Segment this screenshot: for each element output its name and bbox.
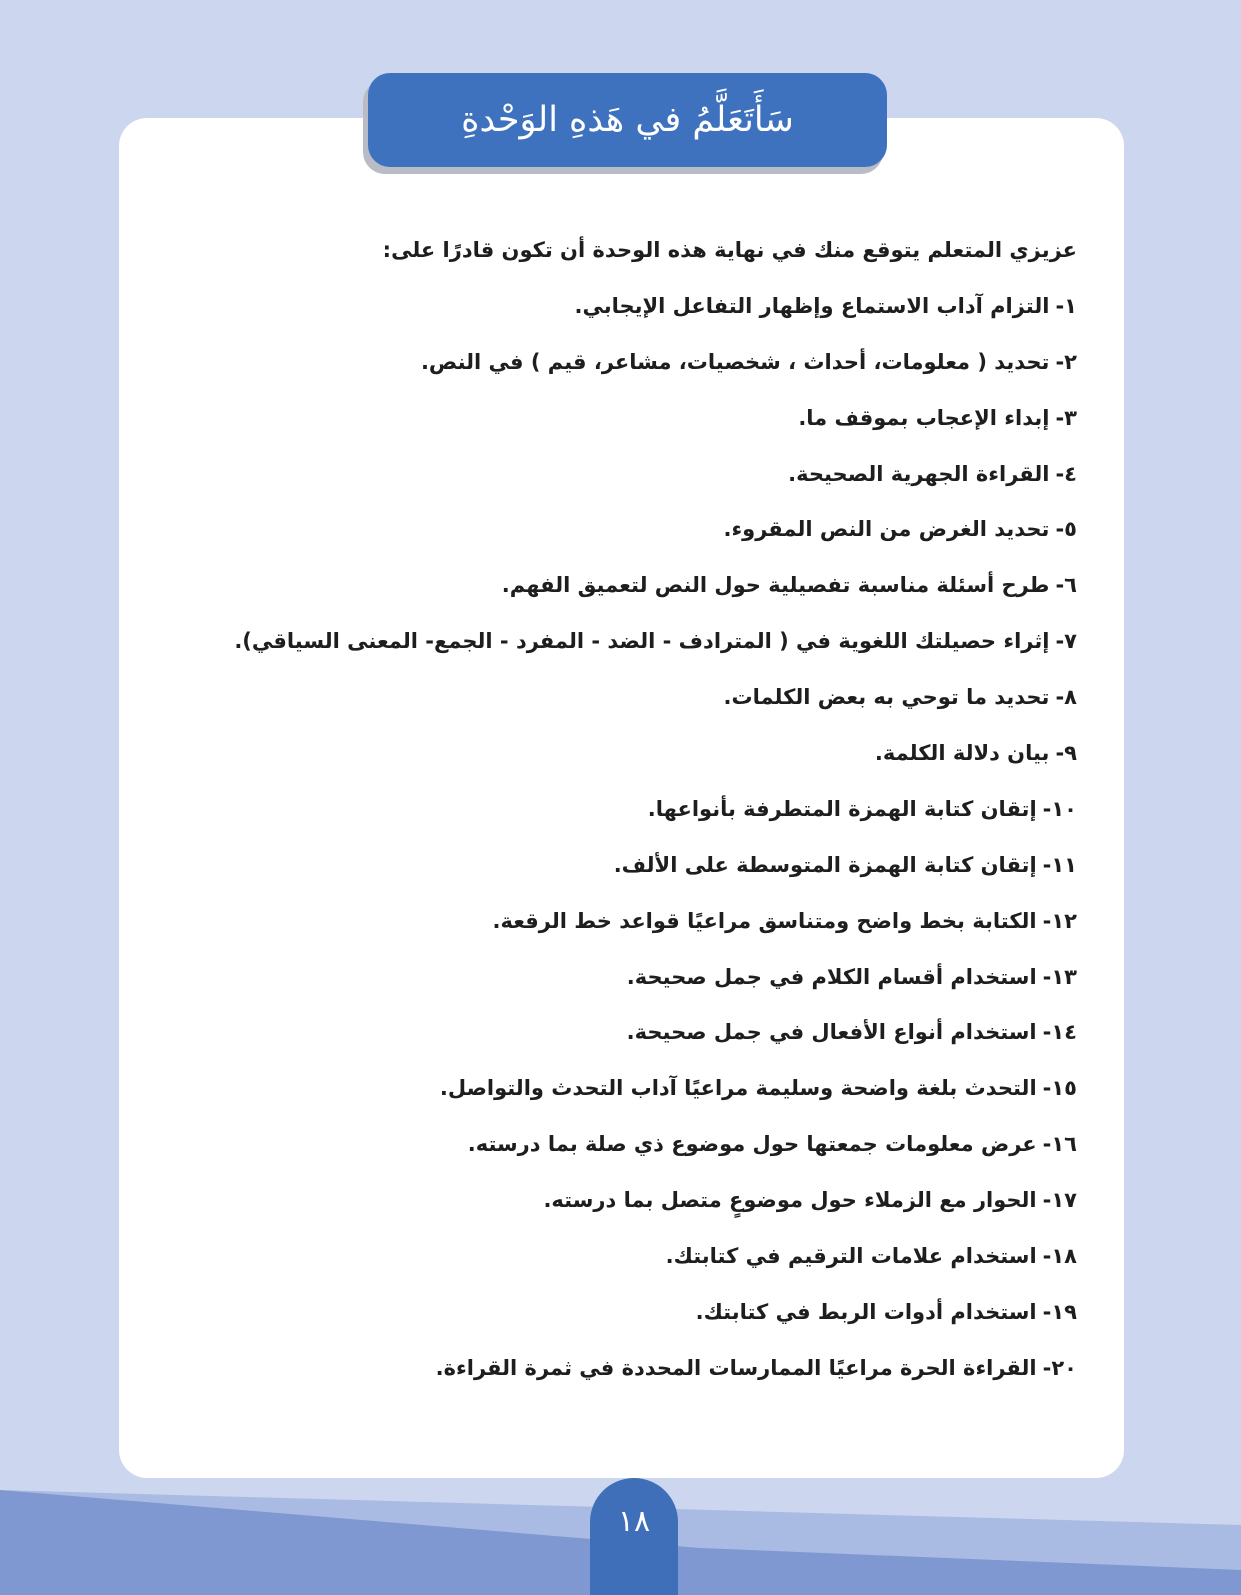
objective-item xyxy=(200,837,1077,893)
objective-item xyxy=(200,557,1077,613)
title-banner xyxy=(368,73,887,167)
objective-item xyxy=(200,669,1077,725)
objective-item xyxy=(200,501,1077,557)
objective-text: الكتابة بخط واضح ومتناسق مراعيًا قواعد خط الرقعة. xyxy=(492,908,1037,933)
objective-text: استخدام أنواع الأفعال في جمل صحيحة. xyxy=(626,1020,1037,1045)
objective-number: ٢- xyxy=(1055,349,1077,374)
objective-number: ١٧- xyxy=(1042,1188,1077,1213)
page-number: ١٨ xyxy=(617,1504,651,1539)
objective-text: الحوار مع الزملاء حول موضوعٍ متصل بما درسته. xyxy=(543,1188,1037,1213)
objective-text: استخدام أدوات الربط في كتابتك. xyxy=(695,1299,1037,1324)
objective-item xyxy=(200,278,1077,334)
objective-number: ١٩- xyxy=(1042,1299,1077,1324)
objective-number: ١٣- xyxy=(1042,964,1077,989)
objective-text: بيان دلالة الكلمة. xyxy=(874,741,1050,766)
objective-text: استخدام علامات الترقيم في كتابتك. xyxy=(665,1244,1037,1269)
objective-number: ١٠- xyxy=(1042,796,1077,821)
objective-number: ٤- xyxy=(1055,461,1077,486)
objective-number: ٩- xyxy=(1055,741,1077,766)
objective-text: تحديد ما توحي به بعض الكلمات. xyxy=(723,685,1050,710)
intro-text: عزيزي المتعلم يتوقع منك في نهاية هذه الوحدة أن تكون قادرًا على: xyxy=(382,238,1077,262)
objective-number: ١٦- xyxy=(1042,1132,1077,1157)
objective-item xyxy=(200,613,1077,669)
objective-text: تحديد الغرض من النص المقروء. xyxy=(723,517,1050,542)
objective-number: ١٨- xyxy=(1042,1244,1077,1269)
objective-item xyxy=(200,949,1077,1005)
objectives-list xyxy=(200,278,1077,1396)
objective-text: عرض معلومات جمعتها حول موضوع ذي صلة بما درسته. xyxy=(467,1132,1037,1157)
objectives-content xyxy=(200,222,1077,1396)
objective-text: طرح أسئلة مناسبة تفصيلية حول النص لتعميق الفهم. xyxy=(501,573,1050,598)
objective-text: إثراء حصيلتك اللغوية في ( المترادف - الضد - المفرد - الجمع- المعنى السياقي). xyxy=(234,629,1050,654)
objective-item xyxy=(200,1284,1077,1340)
objective-number: ١- xyxy=(1055,293,1077,318)
objective-item xyxy=(200,1060,1077,1116)
objective-number: ٦- xyxy=(1055,573,1077,598)
objective-number: ١٢- xyxy=(1042,908,1077,933)
objective-item xyxy=(200,1228,1077,1284)
page-number-tab xyxy=(590,1478,678,1595)
objective-text: القراءة الحرة مراعيًا الممارسات المحددة في ثمرة القراءة. xyxy=(435,1355,1037,1380)
objective-text: التزام آداب الاستماع وإظهار التفاعل الإيجابي. xyxy=(574,293,1050,318)
objective-item xyxy=(200,1116,1077,1172)
objective-number: ٧- xyxy=(1055,629,1077,654)
page-title: سَأَتَعَلَّمُ في هَذهِ الوَحْدةِ xyxy=(461,100,794,140)
objective-item xyxy=(200,1340,1077,1396)
objective-number: ٢٠- xyxy=(1042,1355,1077,1380)
objective-item xyxy=(200,725,1077,781)
objective-item xyxy=(200,334,1077,390)
objective-item xyxy=(200,1004,1077,1060)
objective-number: ٣- xyxy=(1055,405,1077,430)
objective-text: إتقان كتابة الهمزة المتوسطة على الألف. xyxy=(613,852,1037,877)
objective-number: ١٥- xyxy=(1042,1076,1077,1101)
objective-item xyxy=(200,893,1077,949)
objective-number: ٨- xyxy=(1055,685,1077,710)
objective-text: التحدث بلغة واضحة وسليمة مراعيًا آداب التحدث والتواصل. xyxy=(439,1076,1037,1101)
objective-text: استخدام أقسام الكلام في جمل صحيحة. xyxy=(626,964,1037,989)
objective-number: ٥- xyxy=(1055,517,1077,542)
objective-number: ١٤- xyxy=(1042,1020,1077,1045)
objective-item xyxy=(200,781,1077,837)
objective-text: إتقان كتابة الهمزة المتطرفة بأنواعها. xyxy=(647,796,1037,821)
objective-text: تحديد ( معلومات، أحداث ، شخصيات، مشاعر، قيم ) في النص. xyxy=(420,349,1050,374)
objective-item xyxy=(200,390,1077,446)
objective-item xyxy=(200,1172,1077,1228)
objective-text: القراءة الجهرية الصحيحة. xyxy=(788,461,1050,486)
objective-number: ١١- xyxy=(1042,852,1077,877)
objective-text: إبداء الإعجاب بموقف ما. xyxy=(798,405,1050,430)
objective-item xyxy=(200,446,1077,502)
